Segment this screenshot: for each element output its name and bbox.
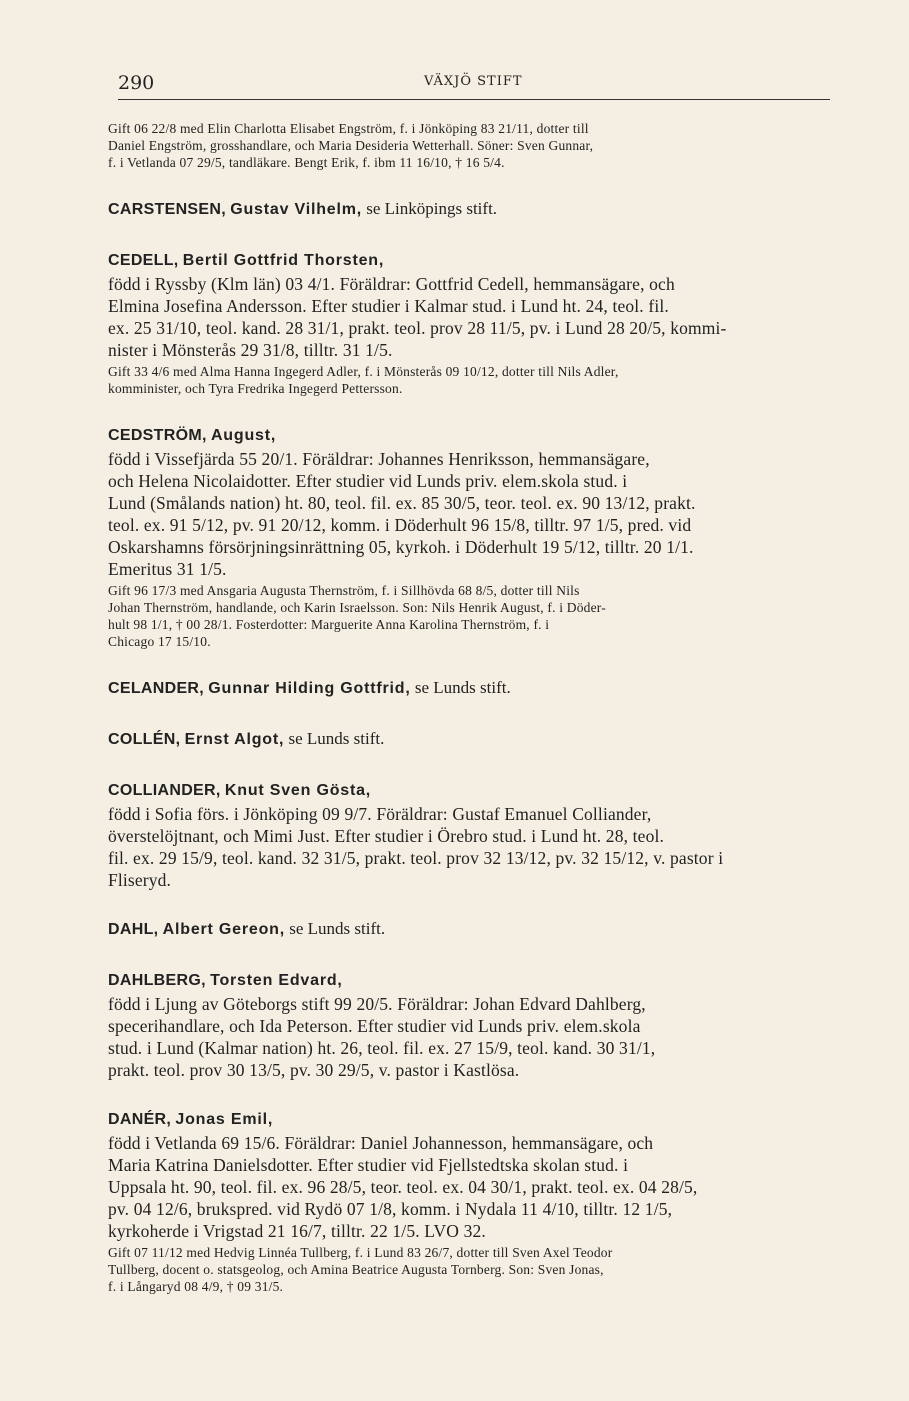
- entry-given-names: Torsten Edvard,: [210, 972, 343, 989]
- marriage-note: Gift 96 17/3 med Ansgaria Augusta Thernström, f. i Sillhövda 68 8/5, dotter till Nils Johan Thernström, handlande, och Karin Israelsson. Son: Nils Henrik August, f. i Döder- hult 98 1/1, † 00 28/1. Fosterdotter: Marguerite Anna Karolina Thernström, f. i Chicago 17 15/10.: [108, 583, 606, 649]
- entry-dahl: [108, 917, 830, 942]
- entry-cross-reference: se Lunds stift.: [289, 919, 386, 938]
- entry-given-names: Jonas Emil,: [175, 1111, 274, 1128]
- entry-celander: [108, 676, 830, 701]
- entry-surname: DAHLBERG,: [108, 972, 206, 989]
- entry-heading: [108, 676, 830, 701]
- page-content: [108, 118, 830, 1295]
- entry-heading: [108, 248, 830, 273]
- entry-heading: [108, 423, 830, 448]
- entry-surname: CELANDER,: [108, 680, 205, 697]
- entry-surname: CEDELL,: [108, 252, 179, 269]
- entry-heading: [108, 727, 830, 752]
- entry-surname: DANÉR,: [108, 1111, 172, 1128]
- entry-biography: född i Ljung av Göteborgs stift 99 20/5. Föräldrar: Johan Edvard Dahlberg, specerihandlare, och Ida Peterson. Efter studier vid Lunds priv. elem.skola stud. i Lund (Kalmar nation) ht. 26, teol. fil. ex. 27 15/9, teol. kand. 30 31/1, prakt. teol. prov 30 13/5, pv. 30 29/5, v. pastor i Kastlösa.: [108, 994, 656, 1080]
- entry-colliander: [108, 778, 830, 891]
- entry-given-names: Gustav Vilhelm,: [230, 201, 362, 218]
- entry-heading: [108, 778, 830, 803]
- entry-heading: [108, 917, 830, 942]
- entry-heading: [108, 197, 830, 222]
- marriage-note: Gift 33 4/6 med Alma Hanna Ingegerd Adler, f. i Mönsterås 09 10/12, dotter till Nils Adler, komminister, och Tyra Fredrika Ingegerd Pettersson.: [108, 364, 619, 396]
- entry-continued: [108, 120, 830, 171]
- entry-biography: född i Vissefjärda 55 20/1. Föräldrar: Johannes Henriksson, hemmansägare, och Helena Nicolaidotter. Efter studier vid Lunds priv. elem.skola stud. i Lund (Smålands nation) ht. 80, teol. fil. ex. 85 30/5, teor. teol. ex. 90 13/12, prakt. teol. ex. 91 5/12, pv. 91 20/12, komm. i Döderhult 96 15/8, tilltr. 97 1/5, pred. vid Oskarshamns försörjningsinrättning 05, kyrkoh. i Döderhult 19 5/12, tilltr. 20 1/1. Emeritus 31 1/5.: [108, 449, 696, 579]
- entry-cross-reference: se Lunds stift.: [288, 729, 385, 748]
- entry-given-names: Ernst Algot,: [184, 731, 285, 748]
- entry-surname: CEDSTRÖM,: [108, 427, 207, 444]
- entry-given-names: Bertil Gottfrid Thorsten,: [182, 252, 385, 269]
- entry-collen: [108, 727, 830, 752]
- entry-cross-reference: se Lunds stift.: [414, 678, 511, 697]
- header-rule: [118, 99, 830, 100]
- entry-daner: [108, 1107, 830, 1295]
- entry-surname: COLLÉN,: [108, 731, 181, 748]
- running-head: VÄXJÖ STIFT: [424, 74, 523, 89]
- marriage-note: Gift 07 11/12 med Hedvig Linnéa Tullberg, f. i Lund 83 26/7, dotter till Sven Axel Teodor Tullberg, docent o. statsgeolog, och Amina Beatrice Augusta Tornberg. Son: Sven Jonas, f. i Långaryd 08 4/9, † 09 31/5.: [108, 1245, 613, 1294]
- entry-given-names: Gunnar Hilding Gottfrid,: [208, 680, 411, 697]
- entry-given-names: Albert Gereon,: [162, 921, 285, 938]
- entry-cedstrom: [108, 423, 830, 650]
- entry-biography: född i Sofia förs. i Jönköping 09 9/7. Föräldrar: Gustaf Emanuel Colliander, överstelöjtnant, och Mimi Just. Efter studier i Örebro stud. i Lund ht. 28, teol. fil. ex. 29 15/9, teol. kand. 32 31/5, prakt. teol. prov 32 13/12, pv. 32 15/12, v. pastor i Fliseryd.: [108, 804, 724, 890]
- entry-heading: [108, 968, 830, 993]
- page-header: [118, 70, 828, 100]
- entry-biography: född i Ryssby (Klm län) 03 4/1. Föräldrar: Gottfrid Cedell, hemmansägare, och Elmina Josefina Andersson. Efter studier i Kalmar stud. i Lund ht. 24, teol. fil. ex. 25 31/10, teol. kand. 28 31/1, prakt. teol. prov 28 11/5, pv. i Lund 28 20/5, kommi- nister i Mönsterås 29 31/8, tilltr. 31 1/5.: [108, 274, 727, 360]
- entry-dahlberg: [108, 968, 830, 1081]
- entry-surname: CARSTENSEN,: [108, 201, 226, 218]
- page-number: 290: [118, 72, 155, 94]
- entry-surname: COLLIANDER,: [108, 782, 221, 799]
- entry-heading: [108, 1107, 830, 1132]
- entry-given-names: August,: [210, 427, 277, 444]
- entry-cross-reference: se Linköpings stift.: [366, 199, 498, 218]
- entry-carstensen: [108, 197, 830, 222]
- marriage-note: Gift 06 22/8 med Elin Charlotta Elisabet Engström, f. i Jönköping 83 21/11, dotter till Daniel Engström, grosshandlare, och Maria Desideria Wetterhall. Söner: Sven Gunnar, f. i Vetlanda 07 29/5, tandläkare. Bengt Erik, f. ibm 11 16/10, † 16 5/4.: [108, 121, 594, 170]
- entry-biography: född i Vetlanda 69 15/6. Föräldrar: Daniel Johannesson, hemmansägare, och Maria Katrina Danielsdotter. Efter studier vid Fjellstedtska skolan stud. i Uppsala ht. 90, teol. fil. ex. 96 28/5, teor. teol. ex. 04 30/1, prakt. teol. ex. 04 28/5, pv. 04 12/6, brukspred. vid Rydö 07 1/8, komm. i Nydala 11 4/10, tilltr. 12 1/5, kyrkoherde i Vrigstad 21 16/7, tilltr. 22 1/5. LVO 32.: [108, 1133, 698, 1241]
- entry-cedell: [108, 248, 830, 397]
- entry-given-names: Knut Sven Gösta,: [224, 782, 372, 799]
- entry-surname: DAHL,: [108, 921, 159, 938]
